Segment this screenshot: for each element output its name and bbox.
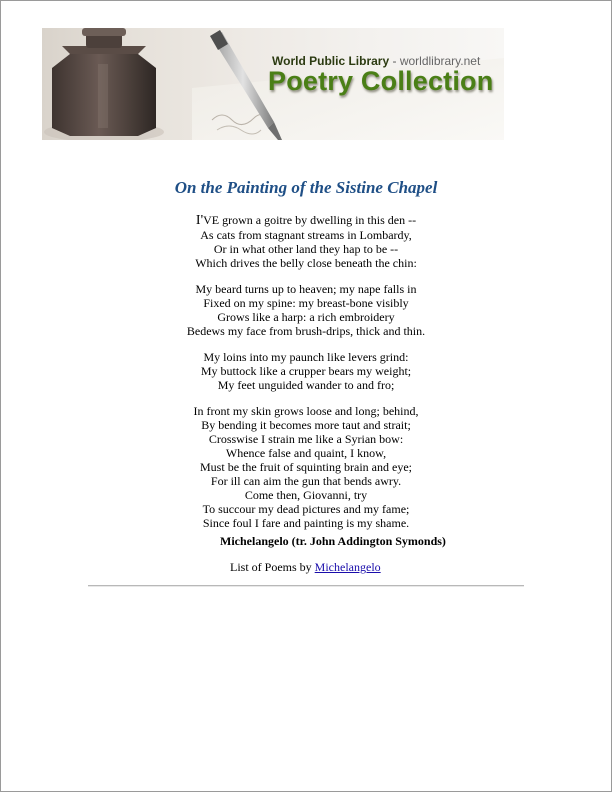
- poem-author: Michelangelo (tr. John Addington Symonds): [220, 534, 446, 548]
- poem-line: Whence false and quaint, I know,: [225, 446, 387, 460]
- author-poems-link[interactable]: Michelangelo: [314, 560, 381, 574]
- poem-body: [136, 213, 476, 542]
- site-separator: -: [389, 54, 400, 68]
- header-banner: [42, 28, 504, 140]
- site-url: worldlibrary.net: [399, 54, 481, 68]
- poem-line: For ill can aim the gun that bends awry.: [210, 474, 402, 488]
- poem-line: To succour my dead pictures and my fame;: [202, 502, 410, 516]
- poem-line: Crosswise I strain me like a Syrian bow:: [208, 432, 404, 446]
- poem-line: Come then, Giovanni, try: [244, 488, 368, 502]
- stanza-2: [136, 282, 476, 338]
- poem-line: Grows like a harp: a rich embroidery: [217, 310, 395, 324]
- stanza-4: [136, 404, 476, 530]
- poem-line: My loins into my paunch like levers grind:: [203, 350, 409, 364]
- poem-line: My feet unguided wander to and fro;: [217, 378, 395, 392]
- poem-line: As cats from stagnant streams in Lombardy,: [200, 228, 412, 242]
- poem-line: My buttock like a crupper bears my weight;: [200, 364, 412, 378]
- poem-line: Or in what other land they hap to be --: [213, 242, 399, 256]
- site-name: World Public Library: [272, 54, 390, 68]
- poem-line: I'VE grown a goitre by dwelling in this den --: [195, 213, 417, 228]
- collection-title: Poetry Collection: [268, 66, 494, 96]
- poem-line: By bending it becomes more taut and strait;: [201, 418, 411, 432]
- horizontal-divider: [88, 585, 524, 587]
- poem-title: On the Painting of the Sistine Chapel: [174, 178, 438, 197]
- poem-line: Since foul I fare and painting is my shame.: [202, 516, 410, 530]
- inkwell-icon: [44, 28, 164, 140]
- poem-line: Must be the fruit of squinting brain and eye;: [200, 460, 412, 474]
- poem-line: Bedews my face from brush-drips, thick and thin.: [186, 324, 426, 338]
- stanza-1: [136, 213, 476, 270]
- poem-line: Which drives the belly close beneath the chin:: [195, 256, 417, 270]
- poem-list-label: List of Poems by: [230, 560, 315, 574]
- poem-list-line: [230, 560, 381, 575]
- poem-line: In front my skin grows loose and long; behind,: [193, 404, 419, 418]
- poem-line: Fixed on my spine: my breast-bone visibly: [203, 296, 409, 310]
- stanza-3: [136, 350, 476, 392]
- poem-line: My beard turns up to heaven; my nape falls in: [195, 282, 417, 296]
